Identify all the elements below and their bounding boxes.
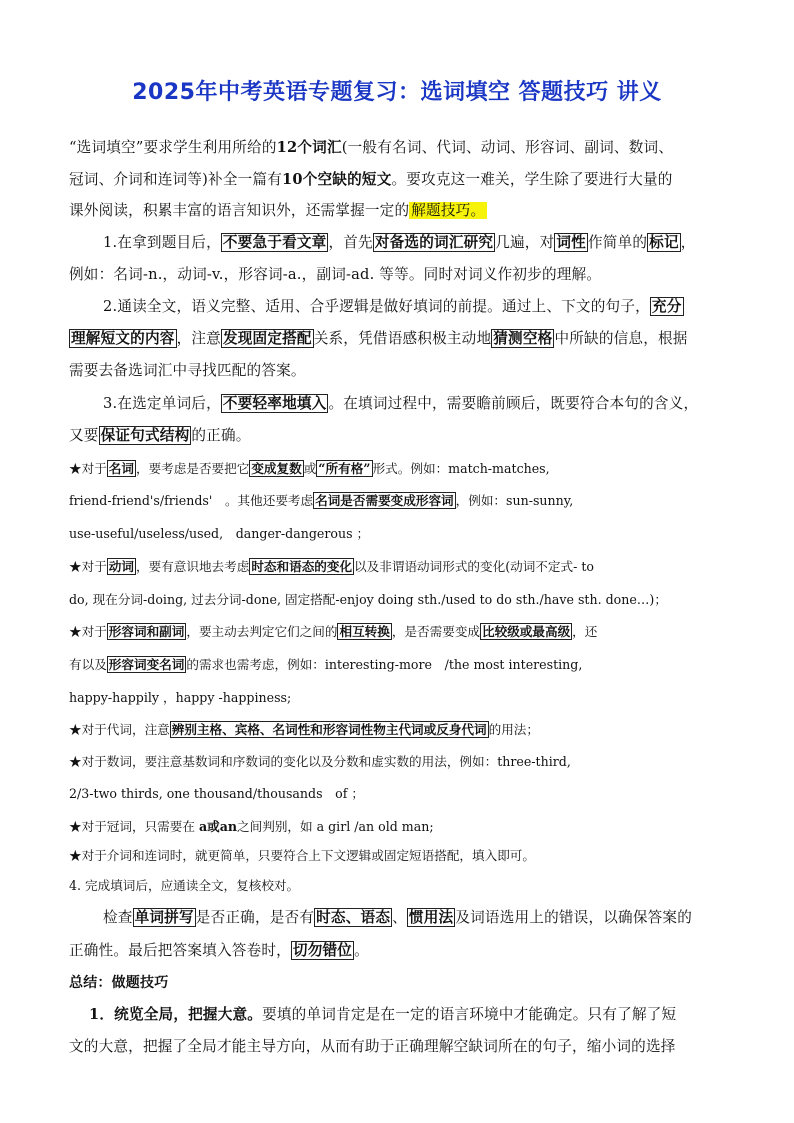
text: 中所缺的信息，根据 [554, 330, 688, 347]
text: ★对于 [69, 559, 107, 574]
adj-line-1 [69, 621, 597, 643]
text: ，要主动去判定它们之间的 [186, 624, 338, 639]
point-3-line-1 [103, 393, 698, 415]
noun-line-2 [69, 490, 573, 512]
text: 的正确。 [191, 427, 251, 444]
intro-line-1 [69, 137, 673, 159]
numeral-line-2: 2/3-two thirds, one thousand/thousands of ； [69, 786, 365, 801]
text: ★对于 [69, 461, 107, 476]
text: ★对于代词，注意 [69, 722, 170, 737]
boxed-keyword: 形容词变名词 [108, 657, 185, 672]
text: 。在填词过程中，需要瞻前顾后，既要符合本句的含义， [328, 395, 699, 412]
point-4-line-1: 4. 完成填词后，应通读全文，复核校对。 [69, 878, 300, 893]
text: 是否正确，是否有 [195, 909, 315, 926]
text: friend-friend's/friends' 。其他还要考虑 [69, 493, 314, 508]
adj-line-3: happy-happily ，happy -happiness; [69, 690, 292, 705]
boxed-keyword: 对备选的词汇研究 [374, 234, 494, 251]
point-1-line-1 [103, 232, 696, 254]
point-4-line-3 [69, 940, 369, 962]
boxed-keyword: 辨别主格、宾格、名词性和形容词性物主代词或反身代词 [171, 722, 487, 737]
point-3-line-2 [69, 425, 251, 447]
text: 几遍，对 [495, 234, 555, 251]
point-4-line-2 [103, 907, 692, 929]
boxed-keyword: 充分 [651, 298, 682, 315]
text: 课外阅读，积累丰富的语言知识外，还需掌握一定的 [69, 202, 410, 219]
bold-text: 10个空缺的短文 [282, 171, 392, 188]
text: ，还 [572, 624, 598, 639]
boxed-keyword: 切勿错位 [292, 942, 353, 959]
article-line [69, 816, 434, 838]
boxed-keyword: 时态、语态 [316, 909, 391, 926]
highlighted-text: 解题技巧。 [411, 202, 486, 219]
text: 3.在选定单词后， [103, 395, 221, 412]
text: 有以及 [69, 657, 107, 672]
verb-line-1 [69, 556, 594, 578]
text: (一般有名词、代词、动词、形容词、副词、数词、 [341, 139, 674, 156]
text: 又要 [69, 427, 99, 444]
summary-line-2: 文的大意，把握了全局才能主导方向，从而有助于正确理解空缺词所在的句子，缩小词的选择 [69, 1038, 676, 1055]
preposition-line: ★对于介词和连词时，就更简单，只要符合上下文逻辑或固定短语搭配，填入即可。 [69, 848, 535, 863]
text: 检查 [103, 909, 133, 926]
boxed-keyword: 理解短文的内容 [71, 330, 175, 347]
intro-line-3 [69, 200, 487, 222]
boxed-keyword: 保证句式结构 [100, 427, 190, 444]
boxed-keyword: 单词拼写 [134, 909, 194, 926]
text: ，要有意识地去考虑 [135, 559, 250, 574]
text: ★对于冠词，只需要在 [69, 819, 199, 834]
text: ， [680, 234, 696, 251]
text: 2.通读全文，语义完整、适用、合乎逻辑是做好填词的前提。通过上、下文的句子， [103, 298, 650, 315]
boxed-keyword: 发现固定搭配 [222, 330, 312, 347]
verb-line-2: do, 现在分词-doing, 过去分词-done, 固定搭配-enjoy doing sth./used to do sth./have sth. done…)； [69, 592, 667, 607]
numeral-line-1: ★对于数词，要注意基数词和序数词的变化以及分数和虚实数的用法，例如：three-third, [69, 754, 571, 769]
boxed-keyword: 时态和语态的变化 [251, 559, 353, 574]
text: 。要攻克这一难关，学生除了要进行大量的 [391, 171, 673, 188]
text: 。 [354, 942, 369, 959]
noun-line-3: use-useful/useless/used, danger-dangerous ； [69, 526, 370, 541]
text: ，是否需要变成 [391, 624, 480, 639]
boxed-keyword: 动词 [108, 559, 134, 574]
noun-line-1 [69, 458, 550, 480]
text: 以及非谓语动词形式的变化(动词不定式- to [354, 559, 594, 574]
adj-line-2 [69, 654, 582, 676]
boxed-keyword: 标记 [649, 234, 679, 251]
point-2-line-2 [69, 328, 688, 350]
boxed-keyword: “所有格” [318, 461, 371, 476]
boxed-keyword: 相互转换 [339, 624, 390, 639]
text: ，要考虑是否要把它 [135, 461, 250, 476]
summary-line-1 [89, 1004, 676, 1026]
text: 、 [392, 909, 407, 926]
intro-line-2 [69, 169, 673, 191]
boxed-keyword: 名词是否需要变成形容词 [315, 493, 454, 508]
text: ★对于 [69, 624, 107, 639]
text: 作简单的 [587, 234, 648, 251]
boxed-keyword: 不要急于看文章 [222, 234, 327, 251]
boxed-keyword: 不要轻率地填入 [222, 395, 327, 412]
boxed-keyword: 词性 [556, 234, 586, 251]
text: 的用法； [488, 722, 539, 737]
page-title: 2025年中考英语专题复习：选词填空 答题技巧 讲义 [132, 80, 662, 105]
bold-text: 12个词汇 [276, 139, 342, 156]
boxed-keyword: 变成复数 [251, 461, 302, 476]
boxed-keyword: 名词 [108, 461, 134, 476]
text: 正确性。最后把答案填入答卷时， [69, 942, 291, 959]
text: 冠词、介词和连词等)补全一篇有 [69, 171, 283, 188]
bold-text: a或an [198, 819, 238, 834]
point-2-line-3: 需要去备选词汇中寻找匹配的答案。 [69, 362, 306, 379]
point-1-line-2: 例如：名词-n.，动词-v.，形容词-a.，副词-ad. 等等。同时对词义作初步的理解。 [69, 266, 602, 283]
text: 及词语选用上的错误，以确保答案的 [455, 909, 693, 926]
text: ，首先 [328, 234, 373, 251]
text: ，注意 [176, 330, 221, 347]
text: ，例如：sun-sunny, [455, 493, 574, 508]
text: 之间判别，如 a girl /an old man; [237, 819, 434, 834]
text: “选词填空”要求学生利用所给的 [69, 139, 277, 156]
summary-heading: 总结：做题技巧 [69, 975, 169, 991]
text: 的需求也需考虑，例如：interesting-more /the most interesting, [186, 657, 583, 672]
point-2-line-1 [103, 296, 684, 318]
boxed-keyword: 形容词和副词 [108, 624, 185, 639]
text: 或 [303, 461, 317, 476]
text: 1.在拿到题目后， [103, 234, 221, 251]
boxed-keyword: 惯用法 [408, 909, 454, 926]
boxed-keyword: 猜测空格 [493, 330, 553, 347]
text: 关系，凭借语感积极主动地 [313, 330, 492, 347]
bold-text: 1．统览全局，把握大意。 [89, 1006, 263, 1023]
pronoun-line [69, 719, 539, 741]
boxed-keyword: 比较级或最高级 [482, 624, 571, 639]
text: 形式。例如：match-matches, [372, 461, 550, 476]
text: 要填的单词肯定是在一定的语言环境中才能确定。只有了解了短 [262, 1006, 677, 1023]
